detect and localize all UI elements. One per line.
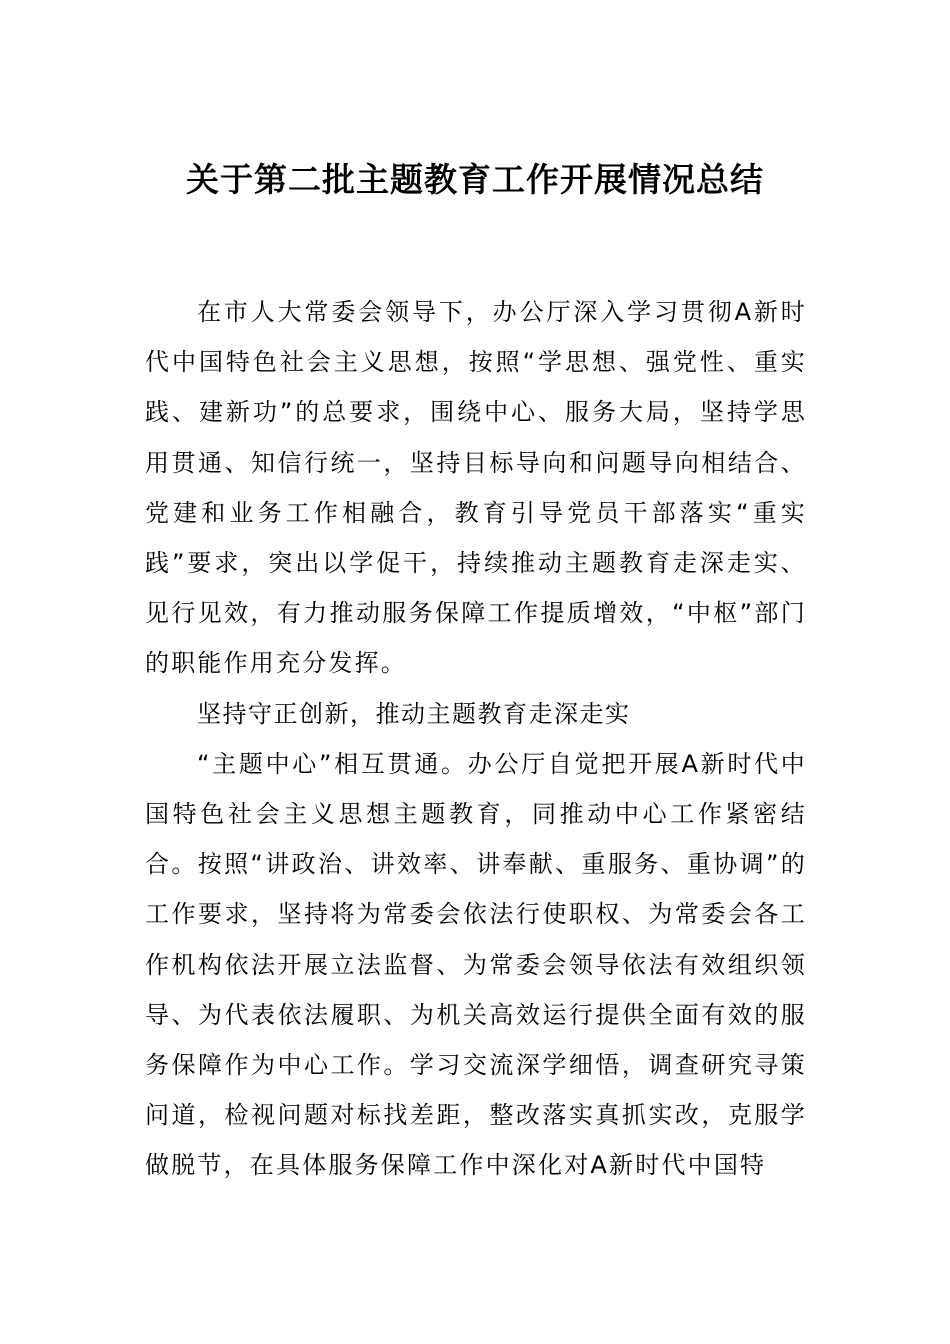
paragraph-intro: 在市人大常委会领导下，办公厅深入学习贯彻A新时代中国特色社会主义思想，按照“学思想、强党性、重实践、建新功”的总要求，围绕中心、服务大局，坚持学思用贯通、知信行统一，坚持目标导向和问题导向相结合、党建和业务工作相融合，教育引导党员干部落实“重实践”要求，突出以学促干，持续推动主题教育走深走实、见行见效，有力推动服务保障工作提质增效，“中枢”部门的职能作用充分发挥。 [145, 298, 807, 678]
document-body [145, 287, 807, 1191]
paragraph-theme-center: “主题中心”相互贯通。办公厅自觉把开展A新时代中国特色社会主义思想主题教育，同推动中心工作紧密结合。按照“讲政治、讲效率、讲奉献、重服务、重协调”的工作要求，坚持将为常委会依法行使职权、为常委会各工作机构依法开展立法监督、为常委会领导依法有效组织领导、为代表依法履职、为机关高效运行提供全面有效的服务保障作为中心工作。学习交流深学细悟，调查研究寻策问道，检视问题对标找差距，整改落实真抓实改，克服学做脱节，在具体服务保障工作中深化对A新时代中国特 [145, 749, 807, 1180]
section-heading: 坚持守正创新，推动主题教育走深走实 [197, 699, 631, 728]
document-title: 关于第二批主题教育工作开展情况总结 [186, 160, 764, 199]
